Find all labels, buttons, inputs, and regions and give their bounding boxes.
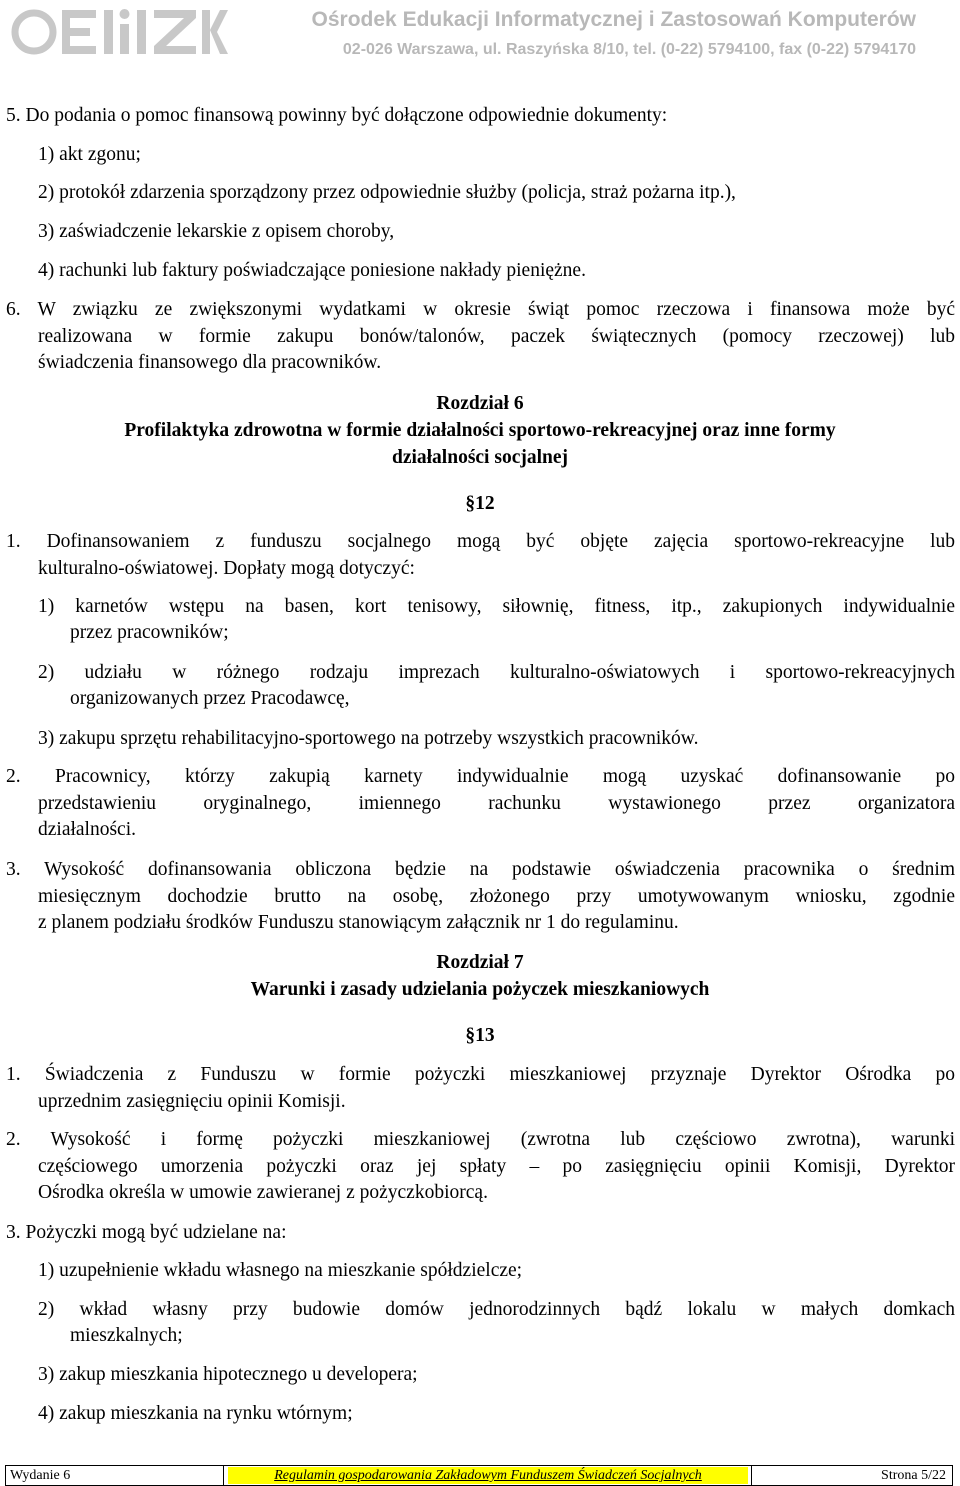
edition-label: Wydanie 6 [10,1468,71,1483]
text-line: 6. W związku ze zwiększonymi wydatkami w okresie świąt pomoc rzeczowa i finansowa może być [6,299,955,320]
ch7-point-2 [6,1127,955,1154]
list-item: 1) akt zgonu; [38,144,141,165]
oeiizk-logo [6,2,228,62]
ch6-point-3-cont [38,884,955,911]
text-line: Ośrodka określa w umowie zawieranej z pożyczkobiorcą. [38,1182,488,1203]
list-item [38,1297,955,1324]
text-line: 1. Świadczenia z Funduszu w formie pożyczki mieszkaniowej przyznaje Dyrektor Ośrodka po [6,1064,955,1085]
page-footer [5,1465,953,1486]
text-line: 1. Dofinansowaniem z funduszu socjalnego mogą być objęte zajęcia sportowo-rekreacyjne lub [6,531,955,552]
chapter-6-title: Profilaktyka zdrowotna w formie działalności sportowo-rekreacyjnej oraz inne formy [124,420,836,441]
list-item: 3) zakupu sprzętu rehabilitacyjno-sportowego na potrzeby wszystkich pracowników. [38,728,699,749]
page-header [0,0,960,78]
ch7-point-1 [6,1062,955,1089]
text-line: świadczenia finansowego dla pracowników. [38,352,382,373]
organization-address: 02-026 Warszawa, ul. Raszyńska 8/10, tel. (0-22) 5794100, fax (0-22) 5794170 [342,41,916,58]
text-line: realizowana w formie zakupu bonów/talonów, paczek świątecznych (pomocy rzeczowej) lub [38,326,955,347]
ch7-point-3: 3. Pożyczki mogą być udzielane na: [6,1222,287,1243]
point-6-paragraph [6,297,955,324]
text-line: z planem podziału środków Funduszu stanowiącym załącznik nr 1 do regulaminu. [38,912,679,933]
text-line: mieszkalnych; [70,1325,183,1346]
text-line: 2) wkład własny przy budowie domów jednorodzinnych bądź lokalu w małych domkach [38,1299,955,1320]
page-number: Strona 5/22 [881,1468,946,1483]
document-title: Regulamin gospodarowania Zakładowym Funduszem Świadczeń Socjalnych [228,1467,748,1484]
point-5-intro: 5. Do podania o pomoc finansową powinny być dołączone odpowiednie dokumenty: [6,105,668,126]
list-item: 4) rachunki lub faktury poświadczające poniesione nakłady pieniężne. [38,260,586,281]
text-line: przedstawieniu oryginalnego, imiennego rachunku wystawionego przez organizatora [38,793,955,814]
chapter-7-heading: Rozdział 7 [436,952,524,973]
chapter-7-title: Warunki i zasady udzielania pożyczek mieszkaniowych [250,979,710,1000]
ch7-point-2-cont [38,1154,955,1181]
list-item [38,594,955,621]
list-item: 3) zaświadczenie lekarskie z opisem choroby, [38,221,395,242]
text-line: 3. Wysokość dofinansowania obliczona będzie na podstawie oświadczenia pracownika o średnim [6,859,955,880]
footer-divider [751,1466,752,1485]
text-line: 2. Pracownicy, którzy zakupią karnety indywidualnie mogą uzyskać dofinansowanie po [6,766,955,787]
chapter-6-heading: Rozdział 6 [436,393,524,414]
text-line: 2. Wysokość i formę pożyczki mieszkaniowej (zwrotna lub częściowo zwrotna), warunki [6,1129,955,1150]
ch6-point-1 [6,529,955,556]
list-item: 1) uzupełnienie wkładu własnego na mieszkanie spółdzielcze; [38,1260,523,1281]
text-line: działalności. [38,819,137,840]
chapter-6-title-cont: działalności socjalnej [391,447,569,468]
list-item [38,660,955,687]
text-line: miesięcznym dochodzie brutto na osobę, złożonego przy umotywowanym wniosku, zgodnie [38,886,955,907]
paragraph-13-heading: §13 [465,1025,495,1046]
text-line: przez pracowników; [70,622,229,643]
ch6-point-2-cont [38,791,955,818]
list-item: 2) protokół zdarzenia sporządzony przez odpowiednie służby (policja, straż pożarna itp.), [38,182,736,203]
ch6-point-2 [6,764,955,791]
text-line: 2) udziału w różnego rodzaju imprezach kulturalno-oświatowych i sportowo-rekreacyjnych [38,662,955,683]
ch6-point-3 [6,857,955,884]
text-line: uprzednim zasięgnięciu opinii Komisji. [38,1091,346,1112]
text-line: częściowego umorzenia pożyczki oraz jej spłaty – po zasięgnięciu opinii Komisji, Dyrektor [38,1156,955,1177]
organization-name: Ośrodek Edukacji Informatycznej i Zastosowań Komputerów [311,8,916,31]
text-line: 1) karnetów wstępu na basen, kort tenisowy, siłownię, fitness, itp., zakupionych indywidualnie [38,596,955,617]
text-line: kulturalno-oświatowej. Dopłaty mogą dotyczyć: [38,558,415,579]
footer-divider [223,1466,224,1485]
list-item: 4) zakup mieszkania na rynku wtórnym; [38,1403,353,1424]
text-line: organizowanych przez Pracodawcę, [70,688,350,709]
list-item: 3) zakup mieszkania hipotecznego u developera; [38,1364,418,1385]
point-6-paragraph-cont [38,324,955,351]
paragraph-12-heading: §12 [465,493,495,514]
